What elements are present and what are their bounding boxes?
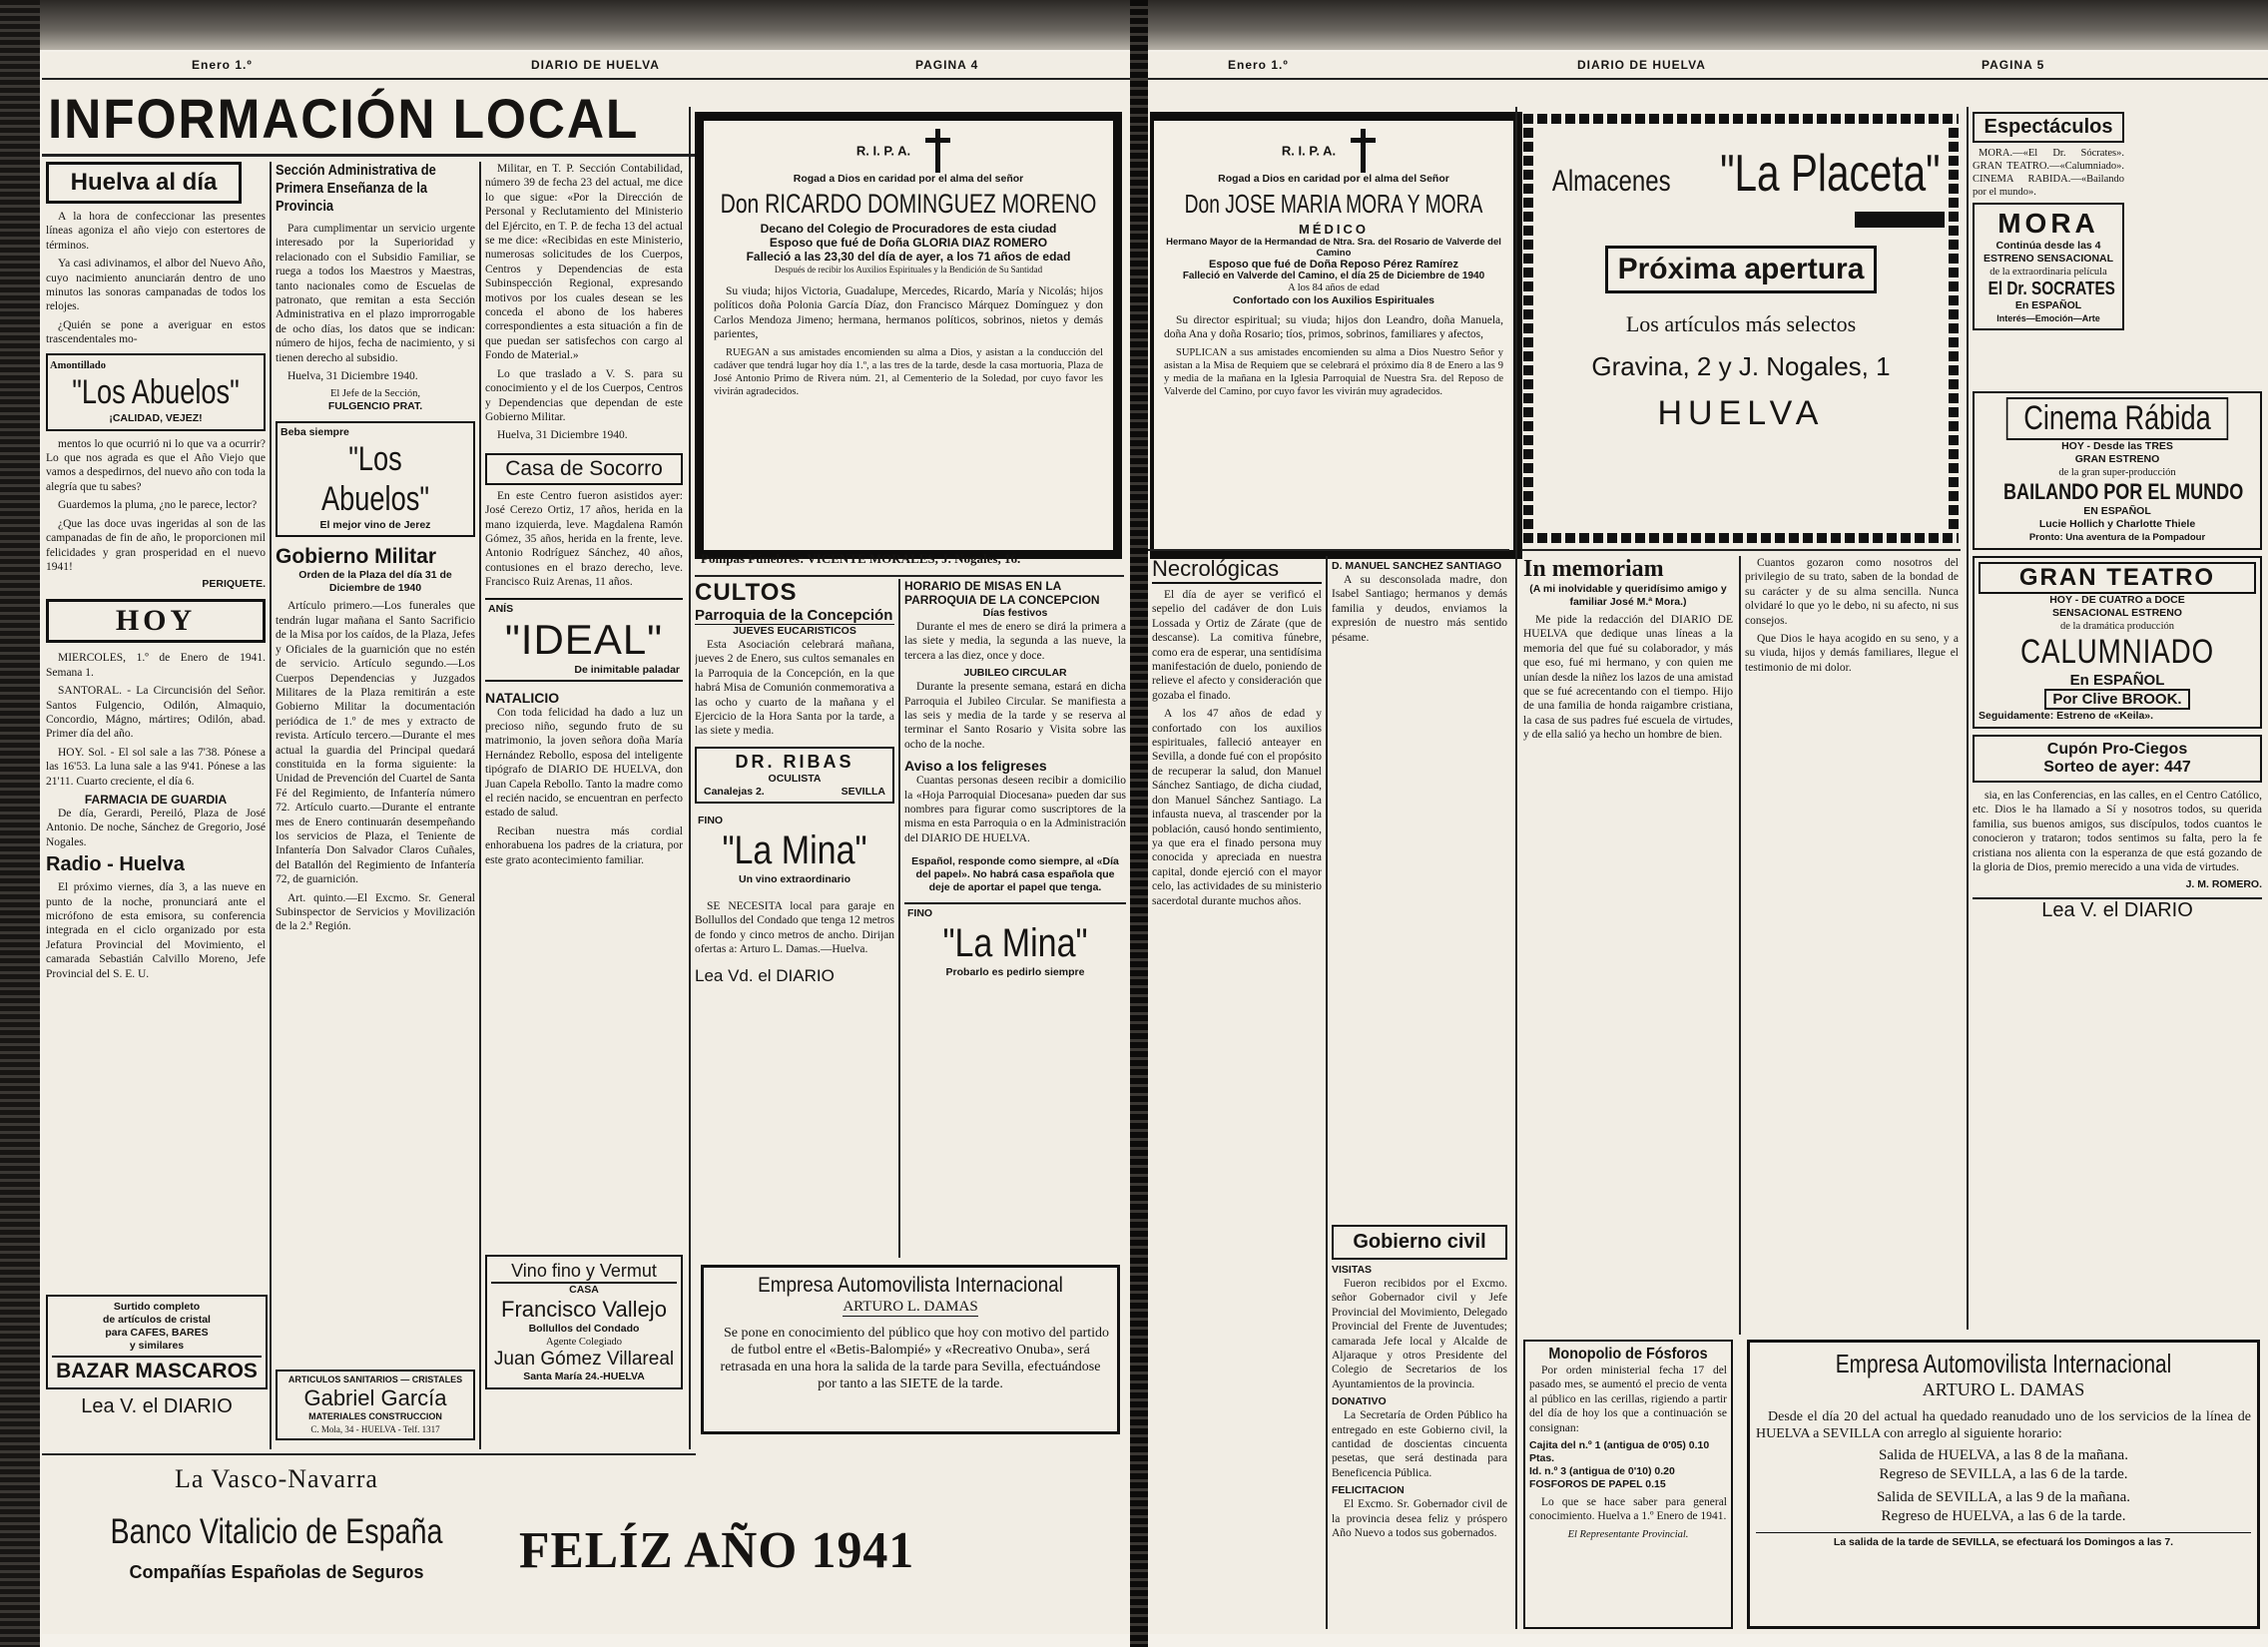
mora-name: MORA — [1997, 208, 2099, 239]
left-folio — [42, 52, 1130, 80]
placeta-almacenes: Almacenes — [1551, 165, 1671, 198]
masthead-rule — [42, 154, 701, 157]
ribas-ad — [695, 747, 894, 804]
garcia-l1: ARTICULOS SANITARIOS — CRISTALES — [287, 1374, 463, 1384]
right-column-2 — [1332, 556, 1507, 1220]
ribas-addr: Canalejas 2. — [704, 785, 765, 798]
empresa2-note: La salida de la tarde de SEVILLA, se efectuará los Domingos a las 7. — [1756, 1532, 2251, 1549]
esquela2-l3: Falleció en Valverde del Camino, el día 25 de Diciembre de 1940 — [1182, 271, 1485, 281]
abuelos2-name: "Los Abuelos" — [321, 440, 429, 519]
feliz-ano: FELÍZ AÑO 1941 — [519, 1522, 915, 1579]
monopolio-text: Por orden ministerial fecha 17 del pasado mes, se aumentó el precio de venta al público en las cerillas, rigiendo a partir del día de hoy los que a continuación se consignan: — [1529, 1365, 1727, 1434]
rabida-l3: de la gran super-producción — [2058, 467, 2176, 478]
ideal-slogan: De inimitable paladar — [574, 663, 680, 676]
horario-title: HORARIO DE MISAS EN LA PARROQUIA DE LA CONCEPCION — [904, 579, 1100, 607]
feligreses-title: Aviso a los feligreses — [904, 758, 1047, 775]
scan-left-edge — [0, 0, 40, 1647]
teatro-l2: SENSACIONAL ESTRENO — [2052, 607, 2182, 619]
bazar-name: BAZAR MASCAROS — [52, 1356, 262, 1383]
mina2-top: FINO — [907, 907, 933, 920]
seccion-text: Para cumplimentar un servicio urgente interesado por la Superioridad y relacionado con el Subsidio Familiar, se ruega a todos los Maestros y Maestras, tanto nacionales como de Escuelas de patronato, que remitan a esta Sección Administrativa en el plazo improrrogable de ocho días, los datos que se indican: número de hijos, fecha de nacimiento, y si tienen derecho al subsidio. — [276, 223, 475, 364]
esquela1-l2: Esposo que fué de Doña GLORIA DIAZ ROMERO — [769, 236, 1048, 250]
folio-paper-r: DIARIO DE HUELVA — [1577, 58, 1706, 72]
socorro-text: En este Centro fueron asistidos ayer: José Cerezo Ortiz, 17 años, herida en la mano izquierda, leve. Magdalena Ramón Gómez, 35 años, herida en la frente, leve. Antonio Rodríguez Sánchez, 40 años, contusiones en el brazo derecho, leve. Francisco Ruiz Arenas, 11 años. — [485, 489, 683, 589]
col-rule-4 — [898, 579, 900, 1258]
placeta-articulos: Los artículos más selectos — [1625, 311, 1857, 336]
huelva-p3: ¿Quién se pone a averiguar en estos trascendentales mo- — [46, 318, 266, 346]
monopolio-box — [1523, 1340, 1733, 1629]
cultos-text: Esta Asociación celebrará mañana, jueves 2 de Enero, sus cultos semanales en la Parroquia de la Concepción, en la que habrá Misa de Comunión conmemorativa a las ocho y cuarto de la mañana y el Ejercicio de la Hora Santa por la tarde, a las siete y media. — [695, 639, 894, 738]
huelva-sign: PERIQUETE. — [202, 578, 266, 591]
monopolio-sign: El Representante Provincial. — [1567, 1528, 1689, 1540]
huelva-p6: ¿Que las doce uvas ingeridas al son de las campanadas de fin de año, le proporcionen mil felicidades y gran prosperidad en el nuevo 1941! — [46, 517, 266, 573]
horario-text: Durante el mes de enero se dirá la primera a las siete y media, la segunda a las nueve, la tercera a las diez, once y doce. — [904, 621, 1126, 662]
esquela-dominguez — [695, 112, 1122, 559]
cultos-sub: Parroquia de la Concepción — [695, 607, 893, 624]
gobierno-civil-title: Gobierno civil — [1332, 1225, 1507, 1260]
gobierno-militar-text2: Art. quinto.—El Excmo. Sr. General Subinspector de Servicios y Movilización de la 2.ª Región. — [276, 891, 475, 933]
abuelos-ad-name: "Los Abuelos" — [72, 372, 240, 411]
placeta-city: HUELVA — [1657, 394, 1825, 432]
empresa1-owner: ARTURO L. DAMAS — [843, 1299, 978, 1315]
vallejo-agent: Juan Gómez Villareal — [493, 1349, 675, 1370]
ribas-name: DR. RIBAS — [735, 751, 854, 772]
hoy-title: HOY — [46, 599, 266, 643]
empresa1-title: Empresa Automovilista Internacional — [758, 1274, 1063, 1297]
militar-col-text3: Huelva, 31 Diciembre 1940. — [497, 429, 628, 442]
teatro-l1: HOY - DE CUATRO a DOCE — [2049, 594, 2185, 606]
placeta-proxima: Próxima apertura — [1605, 246, 1878, 293]
column-2 — [276, 162, 475, 1449]
garcia-l2: MATERIALES CONSTRUCCION — [308, 1411, 442, 1421]
ribas-role: OCULISTA — [768, 772, 822, 785]
empresa2-s4: Regreso de HUELVA, a las 6 de la tarde. — [1881, 1508, 2126, 1524]
col-rule-2 — [479, 162, 481, 1449]
rabida-l2: GRAN ESTRENO — [2074, 453, 2160, 465]
vallejo-top: Vino fino y Vermut — [491, 1261, 677, 1284]
huelva-p2: Ya casi adivinamos, el albor del Nuevo Año, cuyo nacimiento anunciarán dentro de uno minutos las sonoras campanadas de todos los relojes. — [46, 258, 266, 313]
esquela2-l2: Esposo que fué de Doña Reposo Pérez Ramírez — [1208, 259, 1458, 271]
col-rule-1 — [270, 162, 272, 1449]
folio-paper: DIARIO DE HUELVA — [531, 58, 660, 72]
vasco-name: Banco Vitalicio de España — [110, 1512, 443, 1551]
hoy-p2: SANTORAL. - La Circuncisión del Señor. Santos Fulgencio, Odilón, Almaquio, Concordio, Mágno, mártires; Odilón, abad. Primer día del año. — [46, 685, 266, 741]
empresa2-s2: Regreso de SEVILLA, a las 6 de la tarde. — [1879, 1466, 2128, 1482]
rabida-ad — [1973, 391, 2262, 550]
folio-page-r: PAGINA 5 — [1982, 58, 2045, 72]
r-col-rule-3 — [1739, 556, 1741, 1335]
rule-necro — [1148, 549, 1509, 551]
necro-text2: A los 47 años de edad y confortado con los auxilios espirituales, falleció anteayer en Sevilla, a donde fué con el propósito de recuperar la salud, don Manuel Sánchez Santiago, de dicha ciudad, don Manuel Sánchez Santiago. La infausta nueva, al trascender por la población, causó hondo sentimiento, ya que era el finado persona muy conocida y apreciada en nuestra capital, donde ejerció con el mayor celo, las actividades de su ministerio sacerdotal durante muchos años. — [1152, 708, 1322, 907]
vallejo-l2: Agente Colegiado — [545, 1337, 623, 1348]
placeta-addr: Gravina, 2 y J. Nogales, 1 — [1591, 351, 1891, 381]
esquela2-suplican: SUPLICAN a sus amistades encomienden su alma a Dios Nuestro Señor y asistan a la Misa de Requiem que se celebrará el próximo día 8 de Enero a las 9 y media de la mañana en la Iglesia Parroquial de Nuestra Sra. del Reposo de Valverde del Camino, por cuyo favor les vivirán muy agradecidos. — [1164, 346, 1503, 397]
jubileo-title: JUBILEO CIRCULAR — [963, 667, 1067, 680]
folio-date-r: Enero 1.º — [1228, 58, 1289, 72]
hoy-p1: MIERCOLES, 1.º de Enero de 1941. Semana 1. — [46, 652, 266, 679]
gobierno-civil-block — [1332, 1225, 1507, 1634]
left-page — [42, 52, 1130, 1634]
gc-text2: La Secretaría de Orden Público ha entregado en este Gobierno civil, la cantidad de doscientas cincuenta pesetas, que será destinada para Beneficencia Pública. — [1332, 1409, 1507, 1479]
vasco-l1: La Vasco-Navarra — [175, 1464, 378, 1493]
monopolio-r2: Id. n.º 3 (antigua de 0'10) 0.20 — [1529, 1465, 1675, 1478]
esquela1-l4: Después de recibir los Auxilios Espirituales y la Bendición de Su Santidad — [774, 265, 1043, 274]
esquela1-family: Su viuda; hijos Victoria, Guadalupe, Mercedes, Ricardo, María y Nicolás; hijos políticos doña Polonia García Díaz, don Francisco Márquez Domínguez y don Carlos Mendoza Jimeno; hermana, hermanos políticos, sobrinos, nietos y demás parientes, — [714, 285, 1103, 341]
abuelos-ad-slogan: ¡CALIDAD, VEJEZ! — [109, 411, 203, 424]
mina2-slogan: Probarlo es pedirlo siempre — [945, 966, 1085, 979]
se-necesita: SE NECESITA local para garaje en Bollullos del Condado que tenga 12 metros de fondo y cinco metros de ancho. Dirijan ofertas a: Arturo L. Damas.—Huelva. — [695, 899, 894, 956]
vasco-navarra-ad — [52, 1464, 501, 1583]
abuelos-ad-1 — [46, 353, 266, 431]
esquela1-rogad: Rogad a Dios en caridad por el alma del señor — [793, 173, 1024, 185]
rabida-next: Pronto: Una aventura de la Pompadour — [2028, 532, 2206, 543]
horario-sub: Días festivos — [982, 607, 1048, 619]
militar-col-text2: Lo que traslado a V. S. para su conocimiento y el de los Cuerpos, Centros y Dependencias que dependan de este Gobierno Militar. — [485, 367, 683, 423]
column-3-bottom — [485, 1255, 683, 1449]
memoriam-col-2 — [1745, 556, 1959, 1335]
esquela2-l1: Hermano Mayor de la Hermandad de Ntra. Sra. del Rosario de Valverde del Camino — [1166, 237, 1501, 259]
r-col-rule-1 — [1326, 556, 1328, 1629]
gc-text3: El Excmo. Sr. Gobernador civil de la provincia desea feliz y próspero Año Nuevo a todos sus gobernados. — [1332, 1498, 1507, 1540]
empresa-ad-2 — [1747, 1340, 2260, 1629]
gran-teatro-ad — [1973, 556, 2262, 729]
placeta-bar — [1855, 212, 1945, 228]
chain-bottom — [1523, 533, 1959, 543]
esquela2-rogad: Rogad a Dios en caridad por el alma del Señor — [1218, 173, 1449, 185]
abuelos2-top: Beba siempre — [281, 426, 349, 439]
rabida-film: BAILANDO POR EL MUNDO — [2003, 479, 2244, 504]
gratitud-sign: J. M. ROMERO. — [2185, 878, 2262, 891]
mora-lang: En ESPAÑOL — [2014, 299, 2082, 311]
cupon-ad — [1973, 735, 2262, 783]
pompas-funebres: Pompas Fúnebres: VICENTE MORALES, J. Nogales, 16. — [701, 551, 1021, 566]
esquela2-l4: A los 84 años de edad — [1288, 282, 1380, 293]
mora-film: El Dr. SOCRATES — [1987, 278, 2115, 298]
empresa1-text: Se pone en conocimiento del público que hoy con motivo del partido de futbol entre el «Betis-Balompié» y «Recreativo Onuba», será retrasada en una hora la salida de la tarde para Sevilla, efectuándose por tanto a las SIETE de la tarde. — [720, 1326, 1110, 1391]
socorro-title: Casa de Socorro — [485, 453, 683, 485]
folio-date: Enero 1.º — [192, 58, 253, 72]
empresa2-owner: ARTURO L. DAMAS — [1922, 1379, 2085, 1399]
folio-page: PAGINA 4 — [915, 58, 979, 72]
mora-l1: Continúa desde las 4 — [1995, 240, 2101, 252]
right-page — [1148, 52, 2268, 1634]
memoriam-text: Me pide la redacción del DIARIO DE HUELVA que dedique unas líneas a la memoria del que fué su colaborador, y más que eso, fué mi hermano, y con quien me unían desde la niñez los lazos de una amistad que se fué acrecentando con el tiempo. Hijo de una familia de honda raigambre cristiana, la casa de sus padres fué escuela de virtudes, y de ella salió ya hecho un hombre de bien. — [1523, 614, 1733, 742]
rabida-cast: Lucie Hollich y Charlotte Thiele — [2038, 518, 2196, 530]
memoriam-text3: Que Dios le haya acogido en su seno, y a su viuda, hijos y demás familiares, llegue el testimonio de mi dolor. — [1745, 633, 1959, 674]
column-2-bottom — [276, 1370, 475, 1449]
militar-col-text: Militar, en T. P. Sección Contabilidad, número 39 de fecha 23 del actual, me dice lo que sigue: «Por la Dirección de Personal y Reclutamiento del Ministerio del Ejército, en T. P. de fecha 13 del actual se me dice: «Recibidas en este Ministerio, numerosas solicitudes de los Cuerpos, Centros y Dependencias de esta Subinspección Regional, expresando motivos por los cuales desean se les conceda el abono de los haberes correspondientes a esta situación a fin de que puedan ser satisfechos con cargo al Fondo de Material.» — [485, 163, 683, 362]
ribas-addr-row — [700, 786, 889, 799]
vallejo-casa: CASA — [569, 1284, 599, 1296]
bazar-l2: de artículos de cristal — [103, 1314, 211, 1326]
farmacia-title: FARMACIA DE GUARDIA — [84, 792, 228, 807]
esquela-mora — [1150, 112, 1522, 559]
memoriam-title: In memoriam — [1523, 556, 1664, 582]
chain-top — [1523, 114, 1959, 124]
bazar-l3: para CAFES, BARES — [105, 1327, 209, 1339]
feligreses-text: Cuantas personas deseen recibir a domicilio la «Hoja Parroquial Diocesana» pueden dar sus nombres para figurar como suscriptores de la misma en esta Parroquia o en la Administración del DIARIO DE HUELVA. — [904, 775, 1126, 844]
bazar-ad — [46, 1295, 268, 1389]
garcia-l3: C. Mola, 34 - HUELVA - Telf. 1317 — [310, 1424, 440, 1434]
gc-donativo: DONATIVO — [1332, 1395, 1387, 1408]
column-1-bottom — [46, 1295, 268, 1444]
necrologicas-title: Necrológicas — [1152, 556, 1322, 584]
mora-l3: de la extraordinaria película — [1989, 267, 2107, 277]
teatro-lang: En ESPAÑOL — [2069, 672, 2165, 689]
memoriam-text2: Cuantos gozaron como nosotros del privilegio de su trato, saben de la bondad de su carácter y de su alma sencilla. Nunca olvidaré lo que yo le debo, ni su afecto, ni sus consejos. — [1745, 557, 1959, 627]
seccion-text2: Huelva, 31 Diciembre 1940. — [287, 370, 418, 383]
cultos-sub2: JUEVES EUCARISTICOS — [733, 625, 856, 637]
monopolio-text2: Lo que se hace saber para general conocimiento. Huelva a 1.º Enero de 1941. — [1529, 1496, 1727, 1523]
section-masthead: INFORMACIÓN LOCAL — [48, 87, 640, 150]
gc-text: Fueron recibidos por el Excmo. señor Gobernador civil y Jefe Provincial del Movimiento, Delegado Provincial del Frente de Juventudes; camarada Jefe local y Alcalde de Aljaraque y otros Presidente del Colegio de Secretarios de los Ayuntamientos de la provincia. — [1332, 1278, 1507, 1390]
teatro-next: Seguidamente: Estreno de «Keila». — [1979, 710, 2154, 722]
memoriam-col-1 — [1523, 556, 1733, 1335]
col-rule-3 — [689, 107, 691, 1449]
page-gutter — [1130, 0, 1148, 1647]
farmacia-text: De día, Gerardi, Pereiló, Plaza de José Antonio. De noche, Sánchez de Gregorio, José Nogales. — [46, 807, 266, 848]
esquela1-name: Don RICARDO DOMINGUEZ MORENO — [720, 189, 1097, 219]
esquela1-l1: Decano del Colegio de Procuradores de esta ciudad — [760, 222, 1057, 236]
esquela2-l5: Confortado con los Auxilios Espirituales — [1232, 294, 1435, 306]
cupon-l2: Sorteo de ayer: 447 — [2043, 759, 2191, 776]
esquela2-family: Su director espiritual; su viuda; hijos don Leandro, doña Manuela, doña Ana y doña Rosario; tíos, primos, sobrinos, familiares y afectos, — [1164, 314, 1503, 341]
abuelos-ad-top: Amontillado — [50, 359, 107, 371]
mora-cinema-ad — [1973, 203, 2124, 330]
empresa-ad-1 — [701, 1265, 1120, 1434]
vallejo-ad — [485, 1255, 683, 1389]
gobierno-militar-title: Gobierno Militar — [276, 545, 437, 569]
ideal-top: ANÍS — [488, 602, 514, 615]
natalicio-text: Con toda felicidad ha dado a luz un precioso niño, segundo fruto de su matrimonio, la joven señora doña María Hernández Rebollo, esposa del inteligente tipógrafo de DIARIO DE HUELVA, don Juan Capela Rebollo. Tanto la madre como el recién nacido, se encuentran en perfecto estado de salud. — [485, 706, 683, 820]
lea-diario-mid: Lea Vd. el DIARIO — [695, 966, 835, 986]
hoy-p3: HOY. Sol. - El sol sale a las 7'38. Pónese a las 16'53. La luna sale a las 9'41. Pónese a las 21'11. Cuarto creciente, el día 6. — [46, 746, 266, 788]
necro-text: El día de ayer se verificó el sepelio del cadáver de don Luis Lossada y Ortiz de Zárate (que de descanse). La comitiva fúnebre, como era de esperar, una sentidísima manifestación de duelo, poniendo de relieve el afecto y consideración que gozaba el finado. — [1152, 589, 1322, 702]
empresa2-s1: Salida de HUELVA, a las 8 de la mañana. — [1879, 1447, 2128, 1463]
esquela2-rip: R. I. P. A. — [1281, 143, 1337, 159]
teatro-film: CALUMNIADO — [2019, 633, 2215, 671]
ideal-name: "IDEAL" — [504, 615, 664, 663]
r-col-rule-4 — [1967, 107, 1969, 1330]
rabida-lang: EN ESPAÑOL — [2083, 505, 2151, 517]
natalicio-title: NATALICIO — [485, 689, 560, 706]
jubileo-text: Durante la presente semana, estará en dicha Parroquia el Jubileo Circular. Se manifiesta a las seis y media de la tarde y se reserva al terminar el Santo Rosario y Visita sobre las ocho de la noche. — [904, 681, 1126, 751]
gc-visitas: VISITAS — [1332, 1264, 1373, 1276]
natalicio-text2: Reciban nuestra más cordial enhorabuena los padres de la criatura, por este grato acontecimiento familiar. — [485, 824, 683, 866]
necro-text3: A su desconsolada madre, don Isabel Santiago; hermanos y demás familia y deudos, enviamos la expresión de nuestro más sentido pésame. — [1332, 574, 1507, 644]
vallejo-addr: Santa María 24.-HUELVA — [523, 1371, 645, 1382]
vallejo-l1: Bollullos del Condado — [528, 1323, 640, 1335]
ribas-city: SEVILLA — [841, 785, 885, 798]
mina-ad-2 — [904, 902, 1126, 982]
mina-ad-1 — [695, 812, 894, 889]
cinemas-block — [1973, 391, 2262, 1330]
cross-icon — [1346, 129, 1380, 173]
abuelos-ad-2 — [276, 421, 475, 537]
rule-memoriam — [1521, 549, 1961, 551]
cross-icon — [920, 129, 954, 173]
gobierno-militar-text: Artículo primero.—Los funerales que tendrán lugar mañana el Santo Sacrificio de la Misa por los caídos, de la Plaza, Jefes y Oficiales de la guarnición que no estén de servicio. Artículo segundo.—Los Cuerpos Dependencias y Juzgados Militares de la Plaza remitirán a este Gobierno Militar la documentación periódica de 1.º de mes y extracto de revista. Artículo tercero.—Durante el mes actual la guardia del Principal quedará constituida en la forma siguiente: la Unidad de Prevención del Cuartel de Santa Fé del Regimiento, de Infantería número 72. Artículo cuarto.—Durante el entrante mes de Enero continuarán desempeñando los servicios de Plaza, el Teniente de Infantería Don Salvador Claros Cuñales, del Batallón del Regimiento de Infantería 72, de guarnición. — [276, 600, 475, 886]
esquela1-rip: R. I. P. A. — [855, 143, 911, 159]
lea-diario-left: Lea V. el DIARIO — [81, 1395, 233, 1417]
garcia-name: Gabriel García — [303, 1385, 447, 1410]
empresa2-s3: Salida de SEVILLA, a las 9 de la mañana. — [1876, 1489, 2131, 1505]
rule-cultos — [695, 575, 1124, 577]
radio-title: Radio - Huelva — [46, 853, 185, 876]
huelva-p1: A la hora de confeccionar las presentes líneas agoniza el año viejo con estertores de términos. — [46, 211, 266, 252]
seccion-title: Sección Administrativa de Primera Enseñanza de la Provincia — [276, 162, 436, 215]
abuelos2-slogan: El mejor vino de Jerez — [319, 519, 431, 532]
placeta-content — [1537, 144, 1945, 433]
bottom-band-rule — [42, 1453, 696, 1455]
gobierno-militar-sub: Orden de la Plaza del día 31 de Diciembre de 1940 — [298, 569, 452, 595]
espectaculos-text: MORA.—«El Dr. Sócrates». GRAN TEATRO.—«Calumniado». CINEMA RABIDA.—«Bailando por el mundo». — [1973, 148, 2124, 198]
esquela2-name: Don JOSE MARIA MORA Y MORA — [1184, 189, 1483, 219]
mina1-slogan: Un vino extraordinario — [738, 872, 851, 885]
column-4 — [695, 579, 894, 1258]
gabriel-garcia-ad — [276, 1370, 475, 1440]
rabida-l1: HOY - Desde las TRES — [2061, 440, 2173, 452]
cultos-title: CULTOS — [695, 579, 798, 606]
chain-left — [1523, 114, 1533, 543]
mora-l2: ESTRENO SENSACIONAL — [1983, 253, 2114, 265]
rabida-name: Cinema Rábida — [2006, 397, 2228, 440]
column-1 — [46, 162, 266, 1449]
column-5 — [904, 579, 1126, 1258]
seccion-sign2: FULGENCIO PRAT. — [327, 400, 423, 413]
huelva-p5: Guardemos la pluma, ¿no le parece, lector? — [58, 499, 258, 512]
right-folio — [1148, 52, 2268, 80]
mina1-top: FINO — [698, 814, 724, 826]
memoriam-sub: (A mi inolvidable y queridísimo amigo y familiar José M.ª Mora.) — [1529, 583, 1727, 608]
right-column-1 — [1152, 556, 1322, 1629]
placeta-name: "La Placeta" — [1720, 145, 1941, 203]
vallejo-name: Francisco Vallejo — [501, 1297, 667, 1322]
placeta-ad — [1523, 114, 1959, 543]
dia-del-papel: Español, responde como siempre, al «Día del papel». No habrá casa española que deje de aportar el papel que tenga. — [911, 855, 1119, 894]
vasco-l2: Compañías Españolas de Seguros — [129, 1562, 424, 1582]
huelva-p4: mentos lo que ocurrió ni lo que va a ocurrir? Lo que nos agrada es que el Año Viejo que vamos a despedirnos, del nuevo año con toda la alegría que tu sabes? — [46, 437, 266, 493]
cupon-l1: Cupón Pro-Ciegos — [2046, 741, 2188, 758]
teatro-l3: de la dramática producción — [2060, 621, 2174, 632]
empresa2-intro: Desde el día 20 del actual ha quedado reanudado uno de los servicios de la línea de HUELVA a SEVILLA con arreglo al siguiente horario: — [1756, 1409, 2251, 1441]
gratitud-text: sia, en las Conferencias, en las calles, en el Centro Católico, etc. Dios le ha llamado a Sí y nosotros todos, su querida familia, sus buenos amigos, sus discípulos, todos cuantos le conocieron y trataron; todos sentimos su falta, pero la fe cristiana nos alienta con la esperanza de que está gozando de la gloria de Dios, premio merecido a una vida de virtudes. — [1973, 790, 2262, 874]
ideal-ad — [485, 598, 683, 682]
monopolio-r3: FOSFOROS DE PAPEL 0.15 — [1529, 1478, 1666, 1491]
mora-tag: Interés—Emoción—Arte — [1996, 313, 2100, 323]
empresa2-title: Empresa Automovilista Internacional — [1835, 1349, 2172, 1378]
mina2-name: "La Mina" — [942, 921, 1088, 966]
seccion-sign1: El Jefe de la Sección, — [329, 388, 421, 400]
lea-diario-right: Lea V. el DIARIO — [1973, 897, 2262, 922]
espectaculos-title: Espectáculos — [1973, 112, 2124, 143]
placeta-header — [1537, 144, 1945, 204]
huelva-al-dia-title: Huelva al día — [46, 162, 242, 204]
esquela1-header — [704, 129, 1113, 173]
esquela1-l3: Falleció a las 23,30 del día de ayer, a los 71 años de edad — [746, 250, 1071, 264]
teatro-cast: Por Clive BROOK. — [2044, 689, 2189, 710]
esquela2-title: MÉDICO — [1299, 222, 1369, 237]
gc-felicitacion: FELICITACION — [1332, 1484, 1405, 1497]
bazar-l1: Surtido completo — [113, 1301, 201, 1313]
bazar-l4: y similares — [129, 1340, 185, 1352]
r-col-rule-2 — [1515, 107, 1517, 1629]
monopolio-title: Monopolio de Fósforos — [1548, 1346, 1708, 1363]
monopolio-r1: Cajita del n.º 1 (antigua de 0'05) 0.10 Ptas. — [1529, 1439, 1710, 1465]
necro-sub: D. MANUEL SANCHEZ SANTIAGO — [1332, 560, 1502, 572]
radio-text: El próximo viernes, día 3, a las nueve en punto de la noche, pronunciará ante el micrófono de esta emisora, su conferencia integrada en el ciclo organizado por esta Jefatura Provincial del Movimiento, el camarada Sebastián Calvillo Moreno, Jefe Provincial del S. E. U. — [46, 881, 266, 980]
esquela1-ruegan: RUEGAN a sus amistades encomienden su alma a Dios, y asistan a la conducción del cadáver que tendrá lugar hoy día 1.º, a las tres de la tarde, desde la casa mortuoria, Plaza de José Antonio Primo de Rivera núm. 21, al Cementerio de la Soledad, por cuyo favor les vivirán agradecidos. — [714, 346, 1103, 397]
mina1-name: "La Mina" — [722, 827, 867, 872]
chain-right — [1949, 114, 1959, 543]
teatro-name: GRAN TEATRO — [1979, 562, 2256, 594]
esquela2-header — [1154, 129, 1513, 173]
